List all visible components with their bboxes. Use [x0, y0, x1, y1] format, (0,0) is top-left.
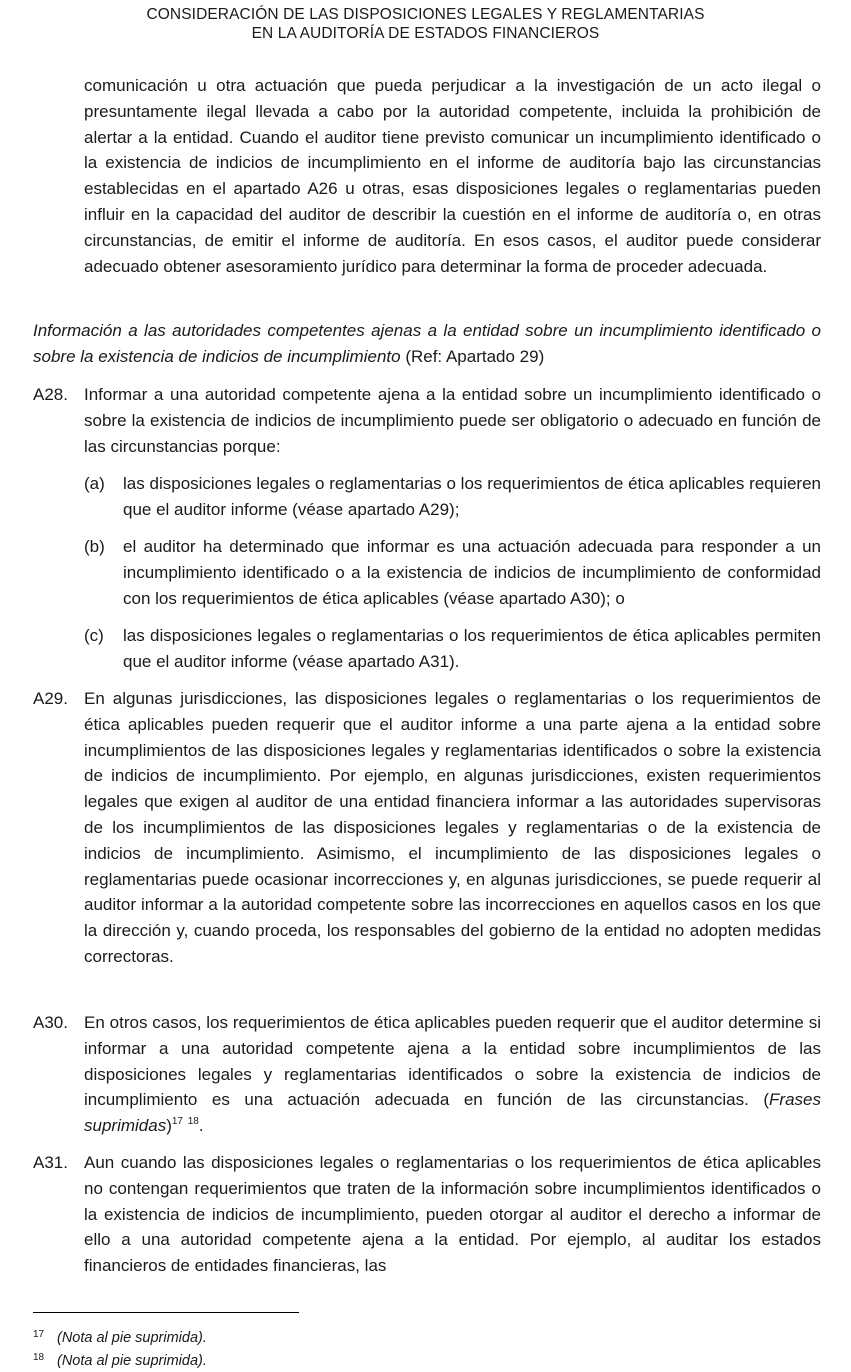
- list-item-text: las disposiciones legales o reglamentarias o los requerimientos de ética aplicables requieren que el auditor informe (véase apartado A29);: [123, 474, 821, 519]
- paragraph-number: A30.: [33, 1013, 68, 1032]
- header-line-2: EN LA AUDITORÍA DE ESTADOS FINANCIEROS: [251, 25, 600, 42]
- continuation-paragraph: comunicación u otra actuación que pueda perjudicar a la investigación de un acto ilegal o presuntamente ilegal llevada a cabo por la autoridad competente, incluida la prohibición de alertar a la entidad. Cuando el auditor tiene previsto comunicar un incumplimiento identificado o la existencia de indicios de incumplimiento en el informe de auditoría bajo las circunstancias establecidas en el apartado A26 u otras, esas disposiciones legales o reglamentarias pueden influir en la capacidad del auditor de describir la cuestión en el informe de auditoría o, en otras circunstancias, de emitir el informe de auditoría. En esos casos, el auditor puede considerar adecuado obtener asesoramiento jurídico para determinar la forma de proceder adecuada.: [84, 76, 821, 276]
- paragraph-text: Aun cuando las disposiciones legales o reglamentarias o los requerimientos de ética aplicables no contengan requerimientos que traten de la información sobre incumplimientos identificados o la existencia de indicios de incumplimiento, pueden otorgar al auditor el derecho a informar de ello a una autoridad competente ajena a la entidad. Por ejemplo, al auditar los estados financieros de entidades financieras, las: [84, 1153, 821, 1276]
- header-line-1: CONSIDERACIÓN DE LAS DISPOSICIONES LEGALES Y REGLAMENTARIAS: [146, 6, 705, 23]
- paragraph-text: [84, 1010, 821, 1139]
- footnote-number: 18: [33, 1352, 45, 1363]
- paragraph-a30: [33, 1010, 821, 1139]
- paragraph-end: .: [198, 1116, 204, 1136]
- paragraph-text: Informar a una autoridad competente ajena a la entidad sobre un incumplimiento identificado o sobre la existencia de indicios de incumplimiento puede ser obligatorio o adecuado en función de las circunstancias porque:: [84, 385, 821, 456]
- paren-close: ): [166, 1116, 172, 1136]
- paragraph-number: A31.: [33, 1153, 68, 1172]
- footnote-17: [33, 1326, 207, 1347]
- paragraph-a29: [33, 686, 821, 970]
- footnote-18: [33, 1349, 207, 1370]
- list-item-label: (a): [84, 474, 105, 493]
- footnote-text: (Nota al pie suprimida).: [57, 1353, 207, 1369]
- suppressed-phrases: Frases suprimidas: [84, 1090, 821, 1136]
- paragraph-a31: [33, 1150, 821, 1279]
- paragraph-a28: [33, 382, 821, 459]
- list-item-label: (c): [84, 626, 104, 645]
- footnote-number: 17: [33, 1329, 45, 1340]
- subheading-title: Información a las autoridades competentes ajenas a la entidad sobre un incumplimiento identificado o sobre la existencia de indicios de incumplimiento: [33, 321, 821, 366]
- running-header: [0, 5, 851, 43]
- list-item-text: las disposiciones legales o reglamentarias o los requerimientos de ética aplicables permiten que el auditor informe (véase apartado A31).: [123, 626, 821, 671]
- list-item-b: [84, 534, 821, 611]
- footnote-text: (Nota al pie suprimida).: [57, 1330, 207, 1346]
- footnote-ref-18[interactable]: 18: [187, 1116, 199, 1128]
- paragraph-number: A29.: [33, 689, 68, 708]
- list-item-text: el auditor ha determinado que informar es una actuación adecuada para responder a un incumplimiento identificado o a la existencia de indicios de incumplimiento de conformidad con los requerimientos de ética aplicables (véase apartado A30); o: [123, 537, 821, 608]
- footnote-ref-17[interactable]: 17: [171, 1116, 183, 1128]
- section-subheading: [33, 318, 821, 370]
- paragraph-number: A28.: [33, 385, 68, 404]
- paragraph-text: En algunas jurisdicciones, las disposiciones legales o reglamentarias o los requerimientos de ética aplicables pueden requerir que el auditor informe a una parte ajena a la entidad sobre incumplimientos de las disposiciones legales y reglamentarias identificados o sobre la existencia de indicios de incumplimiento. Por ejemplo, en algunas jurisdicciones, existen requerimientos legales que exigen al auditor de una entidad financiera informar a las autoridades supervisoras de los incumplimientos de las disposiciones legales y reglamentarias o de la existencia de indicios de incumplimiento. Asimismo, el incumplimiento de las disposiciones legales o reglamentarias puede ocasionar incorrecciones y, en algunas jurisdicciones, se puede requerir al auditor informar a la autoridad competente sobre las incorrecciones en aquellos casos en los que la dirección y, cuando proceda, los responsables del gobierno de la entidad no adopten medidas correctoras.: [84, 689, 821, 966]
- subheading-ref: (Ref: Apartado 29): [400, 346, 545, 366]
- list-item-label: (b): [84, 537, 105, 556]
- list-item-c: [84, 623, 821, 675]
- list-item-a: [84, 471, 821, 523]
- footnote-separator: [33, 1312, 299, 1313]
- paragraph-text-main: En otros casos, los requerimientos de ética aplicables pueden requerir que el auditor determine si informar a una autoridad competente ajena a la entidad sobre incumplimientos de las disposiciones legales y reglamentarias identificados o sobre la existencia de indicios de incumplimiento es una actuación adecuada en función de las circunstancias. (: [84, 1013, 821, 1110]
